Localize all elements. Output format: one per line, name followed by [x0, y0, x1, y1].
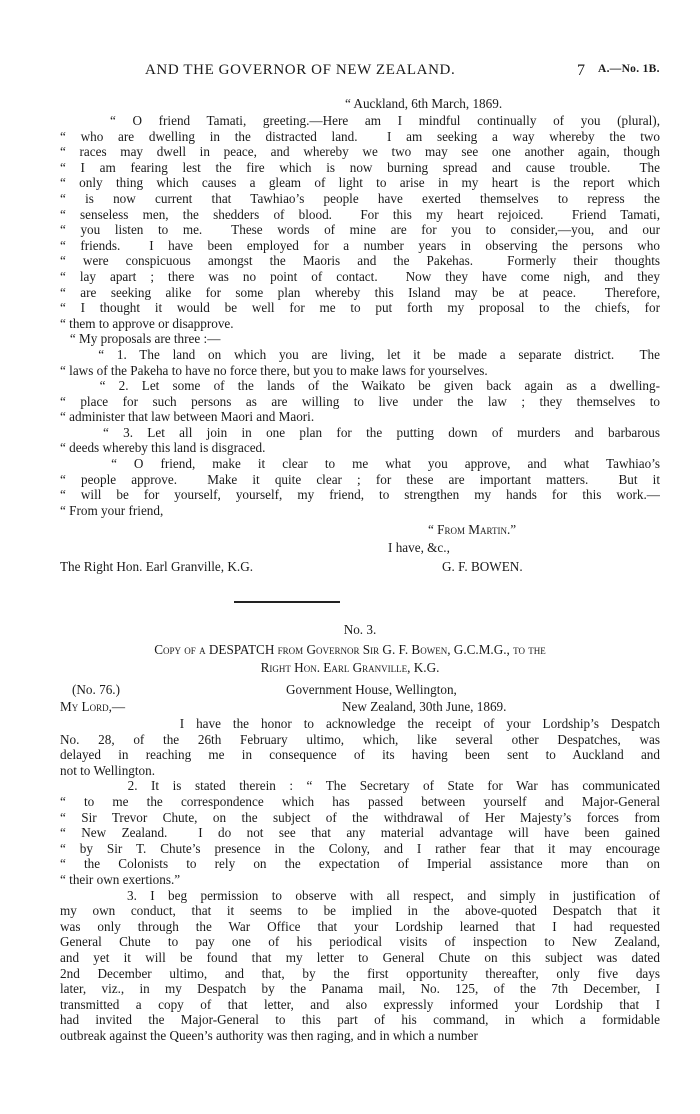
section-divider	[234, 601, 340, 603]
letter-line: “ I am fearing lest the fire which is now burning spread and cause trouble. The	[60, 159, 660, 175]
closing-block	[60, 540, 660, 556]
letter-line: “ laws of the Pakeha to have no force there, but you to make laws for yourselves.	[60, 362, 488, 378]
signatory: G. F. BOWEN.	[442, 559, 523, 574]
page-header	[60, 62, 700, 82]
despatch-salutation: My Lord,—	[60, 699, 126, 714]
addressee: The Right Hon. Earl Granville, K.G.	[60, 559, 254, 574]
despatch-number: No. 3.	[343, 622, 377, 637]
despatch-body	[60, 716, 660, 1043]
despatch-line: had invited the Major-General to this part of his command, in which a formidable	[60, 1012, 660, 1028]
despatch-line: delayed in reaching me in consequence of its having been sent to Auckland and	[60, 747, 660, 763]
despatch-line: “ Sir Trevor Chute, on the subject of the withdrawal of Her Majesty’s forces from	[60, 809, 660, 825]
despatch-line: 3. I beg permission to observe with all respect, and simply in justification of	[60, 887, 660, 903]
letter-signature-block	[60, 522, 660, 538]
letter-line: “ them to approve or disapprove.	[60, 315, 234, 331]
despatch-title-line1: Copy of a DESPATCH from Governor Sir G. F. Bowen, G.C.M.G., to the	[154, 642, 546, 657]
closing-i-have: I have, &c.,	[388, 540, 450, 555]
letter-line: “ I thought it would be well for me to put forth my proposal to the chiefs, for	[60, 300, 660, 316]
despatch-line: transmitted a copy of that letter, and also expressly informed your Lordship that I	[60, 996, 660, 1012]
despatch-line: and yet it will be found that my letter to General Chute on this subject was dated	[60, 949, 660, 965]
despatch-line: 2. It is stated therein : “ The Secretary of State for War has communicated	[60, 778, 660, 794]
letter-line: “ place for such persons as are willing to live under the law ; they themselves to	[60, 393, 660, 409]
despatch-line: “ to me the correspondence which has passed between yourself and Major-General	[60, 793, 660, 809]
letter-signature: “ From Martin.”	[428, 522, 517, 537]
letter-line: “ senseless men, the shedders of blood. For this my heart rejoiced. Friend Tamati,	[60, 206, 660, 222]
despatch-address-line2: New Zealand, 30th June, 1869.	[342, 699, 507, 714]
letter-line: “ were conspicuous amongst the Maoris and the Pakehas. Formerly their thoughts	[60, 253, 660, 269]
despatch-line: was only through the War Office that your Lordship learned that I had requested	[60, 918, 660, 934]
letter-line: “ will be for yourself, yourself, my friend, to strengthen my hands for this work.—	[60, 487, 660, 503]
letter-line: “ are seeking alike for some plan whereby this Island may be at peace. Therefore,	[60, 284, 660, 300]
despatch-line: my own conduct, that it seems to be implied in the above-quoted Despatch that it	[60, 903, 660, 919]
despatch-line: “ New Zealand. I do not see that any material advantage will have been gained	[60, 825, 660, 841]
letter-line: “ friends. I have been employed for a number years in observing the persons who	[60, 237, 660, 253]
letter-line: “ 2. Let some of the lands of the Waikato be given back again as a dwelling-	[60, 378, 660, 394]
letter-line: “ My proposals are three :—	[60, 331, 221, 347]
letter-line: “ 1. The land on which you are living, let it be made a separate district. The	[60, 346, 660, 362]
letter-line: “ O friend Tamati, greeting.—Here am I mindful continually of you (plural),	[60, 113, 660, 128]
page-number: 7	[577, 62, 586, 79]
despatch-ref-number: (No. 76.)	[72, 682, 120, 697]
letter-line: “ 3. Let all join in one plan for the putting down of murders and barbarous	[60, 424, 660, 440]
letter-dateline: “ Auckland, 6th March, 1869.	[345, 96, 503, 111]
despatch-address-line1: Government House, Wellington,	[286, 682, 457, 697]
despatch-line: General Chute to pay one of his periodical visits of inspection to New Zealand,	[60, 934, 660, 950]
letter-line: “ is now current that Tawhiao’s people have exerted themselves to repress the	[60, 190, 660, 206]
despatch-line: I have the honor to acknowledge the receipt of your Lordship’s Despatch	[60, 716, 660, 731]
letter-line: “ you listen to me. These words of mine are for you to consider,—you, and our	[60, 222, 660, 238]
letter-line: “ who are dwelling in the distracted land. I am seeking a way whereby the two	[60, 128, 660, 144]
letter-dateline-block	[60, 96, 660, 112]
despatch-title-line2: Right Hon. Earl Granville, K.G.	[260, 660, 440, 675]
despatch-line: “ their own exertions.”	[60, 871, 181, 887]
despatch-line: outbreak against the Queen’s authority was then raging, and in which a number	[60, 1027, 478, 1043]
letter-line: “ O friend, make it clear to me what you approve, and what Tawhiao’s	[60, 456, 660, 472]
despatch-line: “ by Sir T. Chute’s presence in the Colony, and I rather fear that it may encourage	[60, 840, 660, 856]
letter-line: “ people approve. Make it quite clear ; for these are important matters. But it	[60, 471, 660, 487]
despatch-line: not to Wellington.	[60, 762, 156, 778]
despatch-line: later, viz., in my Despatch by the Panama mail, No. 125, of the 7th December, I	[60, 981, 660, 997]
despatch-line: “ the Colonists to rely on the expectation of Imperial assistance more than on	[60, 856, 660, 872]
letter-line: “ races may dwell in peace, and whereby we two may see one another again, though	[60, 144, 660, 160]
despatch-line: No. 28, of the 26th February ultimo, which, like several other Despatches, was	[60, 731, 660, 747]
letter-line: “ only thing which causes a gleam of light to arise in my heart is the report which	[60, 175, 660, 191]
despatch-line: 2nd December ultimo, and that, by the first opportunity thereafter, only five days	[60, 965, 660, 981]
letter-line: “ administer that law between Maori and Maori.	[60, 409, 315, 425]
paper-reference: A.—No. 1B.	[598, 63, 660, 75]
running-title: AND THE GOVERNOR OF NEW ZEALAND.	[145, 62, 456, 78]
letter-line: “ deeds whereby this land is disgraced.	[60, 440, 266, 456]
letter-line: “ From your friend,	[60, 502, 164, 518]
letter-body	[60, 113, 660, 518]
letter-line: “ lay apart ; there was no point of contact. Now they have come nigh, and they	[60, 268, 660, 284]
